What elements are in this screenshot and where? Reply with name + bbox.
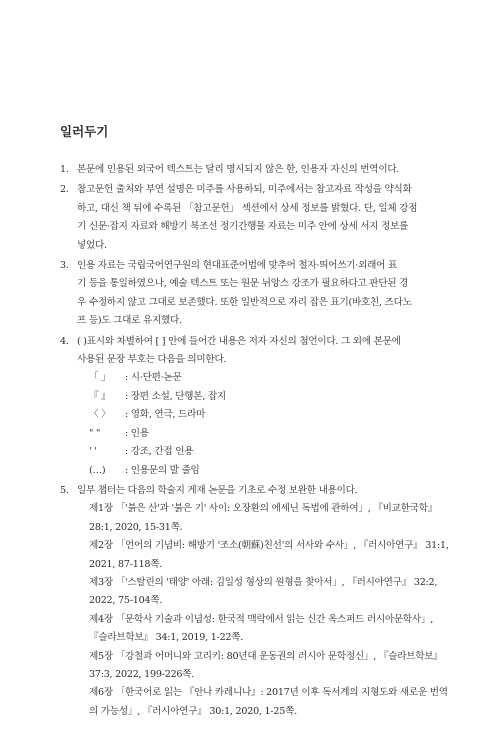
- symbol-meaning: : 인용: [125, 427, 149, 439]
- source-line: 제5장 「강철과 어머니와 고리키: 80년대 운동권의 러시아 문학정신」, 『슬라브학보』: [89, 650, 443, 662]
- source-line: 의 가능성」, 『러시아연구』 30:1, 2020, 1-25쪽.: [89, 705, 297, 717]
- note-line: 참고문헌 출처와 부연 설명은 미주를 사용하되, 미주에서는 참고자료 작성을 약식화: [77, 184, 412, 196]
- note-line: 인용 자료는 국립국어연구원의 현대표준어법에 맞추어 철자·띄어쓰기·외래어 표: [77, 260, 397, 272]
- symbol-glyph: 「 」: [89, 372, 111, 384]
- source-line: 28:1, 2020, 15-31쪽.: [89, 521, 183, 533]
- note-item-2: [60, 181, 460, 255]
- symbol-glyph: " ": [89, 427, 101, 439]
- note-line: 하고, 대신 책 뒤에 수록된 「참고문헌」 섹션에서 상세 정보를 밝혔다. 단, 일체 강점: [77, 202, 418, 214]
- note-number: 2.: [60, 184, 69, 196]
- symbol-meaning: : 영화, 연극, 드라마: [125, 409, 206, 421]
- notes-list: [60, 161, 460, 723]
- source-line: 제3장 「'스탈린의 '태양' 아래: 김일성 형상의 원형을 찾아서」, 『러시아연구』 32:2,: [89, 576, 438, 588]
- note-number: 4.: [60, 335, 69, 347]
- symbol-row: [77, 425, 460, 443]
- symbol-glyph: ' ': [89, 446, 97, 458]
- note-line: 본문에 인용된 외국어 텍스트는 달리 명시되지 않은 한, 인용자 자신의 번역이다.: [77, 164, 400, 175]
- note-item-4: [60, 333, 460, 480]
- note-line: 사용된 문장 부호는 다음을 의미한다.: [77, 354, 227, 366]
- note-item-3: [60, 257, 460, 331]
- source-line: 37:3, 2022, 199-226쪽.: [89, 668, 195, 680]
- note-number: 1.: [60, 164, 69, 175]
- source-line: 제2장 「언어의 기념비: 해방기 '조소(朝蘇)친선'의 서사와 수사」, 『러시아연구』 31:1,: [89, 540, 449, 552]
- symbol-meaning: : 인용문의 발 줄임: [125, 464, 200, 476]
- symbol-row: [77, 462, 460, 480]
- symbol-meaning: : 강조, 간접 인용: [125, 446, 194, 458]
- symbol-meaning: : 장편 소설, 단행본, 잡지: [125, 390, 226, 402]
- source-line: 제4장 「문학사 기술과 이념성: 한국적 맥락에서 읽는 신간 옥스퍼드 러시아문학사」,: [89, 613, 434, 625]
- symbol-row: [77, 369, 460, 387]
- note-line: 기 신문·잡지 자료와 해방기 북조선 정기간행물 자료는 미주 안에 상세 서지 정보를: [77, 221, 409, 233]
- note-line: 우 수정하지 않고 그대로 보존했다. 또한 일반적으로 자리 잡은 표기(바호친, 즈다노: [77, 296, 412, 308]
- note-number: 3.: [60, 260, 69, 272]
- symbol-glyph: 『 』: [89, 390, 111, 402]
- symbol-glyph: 〈 〉: [89, 409, 111, 421]
- source-line: 『슬라브학보』 34:1, 2019, 1-22쪽.: [89, 632, 244, 644]
- page-title: 일러두기: [60, 124, 109, 139]
- symbol-row: [77, 443, 460, 461]
- symbol-meaning: : 시·단편·논문: [125, 372, 182, 384]
- note-number: 5.: [60, 484, 69, 496]
- note-item-1: [60, 161, 460, 179]
- note-line: 넣었다.: [77, 239, 107, 251]
- source-line: 제6장 「한국어로 읽는 『안나 카레니나』: 2017년 이후 독서계의 지형도와 새로운 번역: [89, 687, 448, 699]
- source-line: 2021, 87-118쪽.: [89, 558, 163, 570]
- symbol-glyph: (…): [89, 464, 106, 476]
- symbol-row: [77, 406, 460, 424]
- symbol-row: [77, 388, 460, 406]
- note-line: 프 등)도 그대로 유지했다.: [77, 315, 182, 327]
- note-item-5: [60, 482, 460, 721]
- note-line: ( )표시와 차별하여 [ ] 안에 들어간 내용은 저자 자신의 첨언이다. 그 외에 본문에: [77, 335, 401, 347]
- source-line: 제1장 「'붉은 산'과 '붉은 기' 사이: 오장환의 에세닌 독법에 관하여」, 『비교한국학』: [89, 503, 438, 515]
- source-line: 2022, 75-104쪽.: [89, 595, 163, 607]
- note-line: 기 등을 통일하였으나, 예술 텍스트 또는 원문 뉘앙스 강조가 필요하다고 판단된 경: [77, 278, 409, 290]
- note-line: 일부 챕터는 다음의 학술지 게재 논문을 기초로 수정 보완한 내용이다.: [77, 484, 358, 496]
